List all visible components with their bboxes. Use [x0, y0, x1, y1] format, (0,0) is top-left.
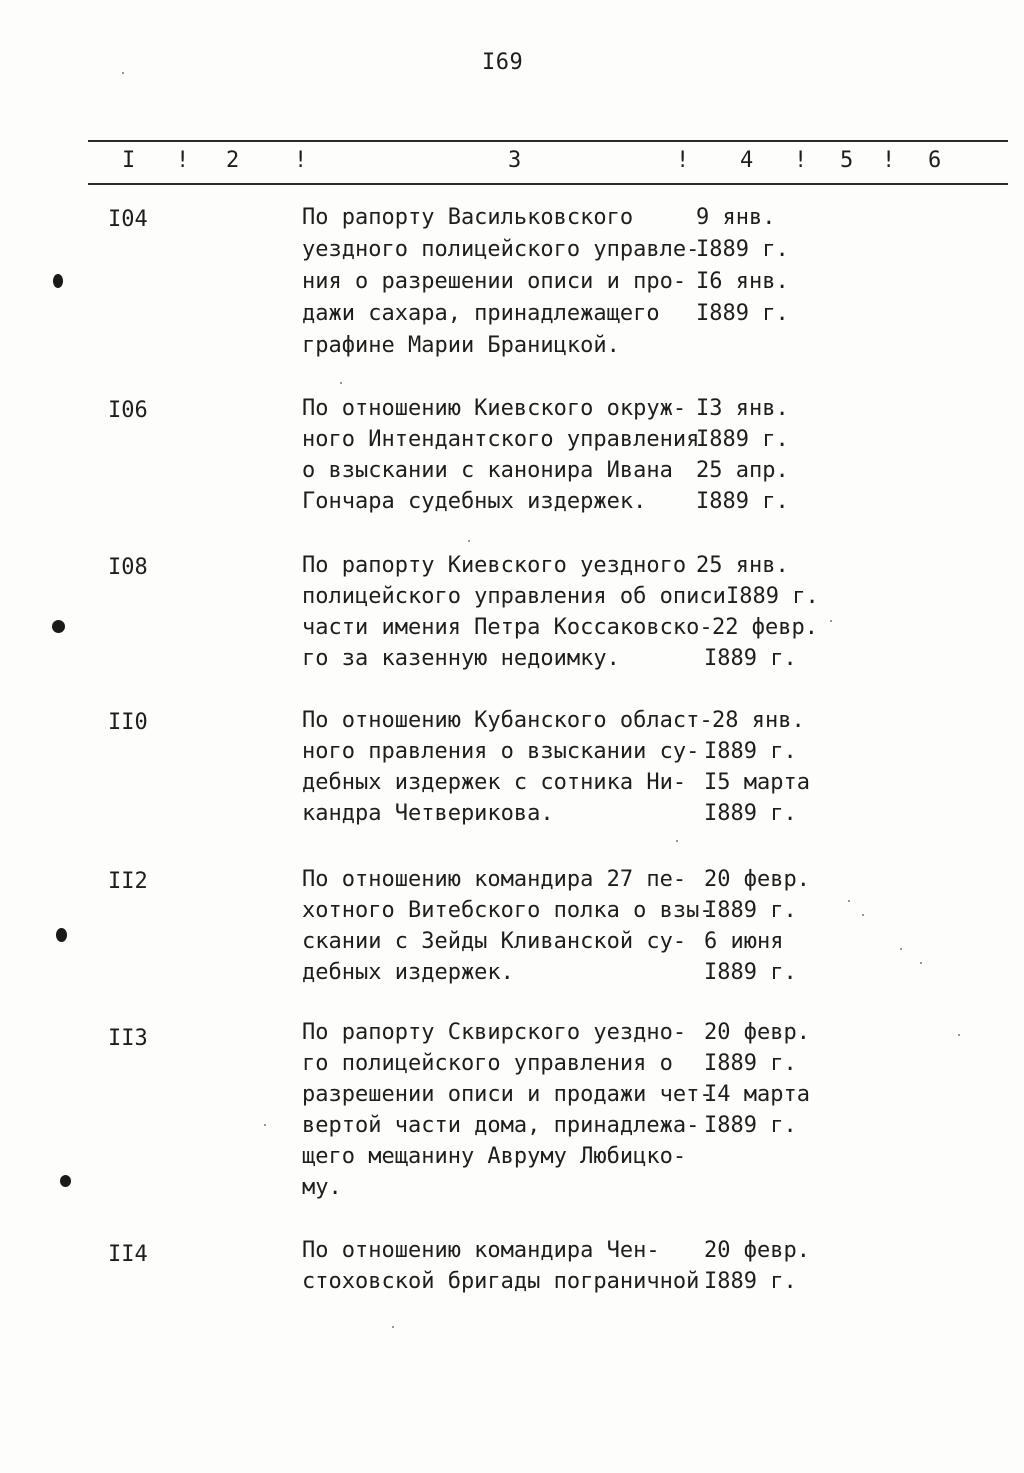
column-header-2: 2 — [226, 148, 240, 173]
table-header-top-rule — [88, 140, 1008, 142]
entry-description-line: По отношению командира 27 пе- — [302, 867, 687, 892]
entry-date: I4 марта — [704, 1082, 810, 1107]
binding-hole-mark — [53, 274, 63, 288]
entry-date: I3 янв. — [696, 396, 789, 421]
scan-speck — [468, 540, 470, 542]
entry-date: I889 г. — [696, 489, 789, 514]
scan-speck — [830, 620, 832, 622]
binding-hole-mark — [52, 620, 65, 633]
column-header-4: 4 — [740, 148, 754, 173]
column-separator: ! — [794, 148, 808, 173]
entry-number: I08 — [108, 555, 148, 580]
scan-speck — [848, 900, 850, 902]
entry-description-line: дебных издержек. — [302, 960, 514, 985]
entry-date: I889 г. — [704, 960, 797, 985]
entry-description-line: части имения Петра Коссаковско- — [302, 615, 713, 640]
entry-description-line: По рапорту Васильковского — [302, 205, 634, 230]
entry-date: I889 г. — [704, 739, 797, 764]
column-separator: ! — [676, 148, 690, 173]
page-number: I69 — [482, 50, 524, 75]
entry-date: 25 апр. — [696, 458, 789, 483]
scan-speck — [340, 382, 342, 384]
column-separator: ! — [294, 148, 308, 173]
entry-number: II4 — [108, 1242, 148, 1267]
scan-speck — [920, 962, 922, 964]
entry-date: 9 янв. — [696, 205, 776, 230]
scan-speck — [392, 1326, 394, 1328]
entry-description-line: кандра Четверикова. — [302, 801, 554, 826]
entry-description-line: графине Марии Браницкой. — [302, 333, 620, 358]
entry-description-line: дебных издержек с сотника Ни- — [302, 770, 687, 795]
entry-description-line: Гончара судебных издержек. — [302, 489, 647, 514]
entry-description-line: По рапорту Сквирского уездно- — [302, 1020, 687, 1045]
entry-date: I889 г. — [696, 427, 789, 452]
column-header-1: I — [122, 148, 136, 173]
entry-date: I889 г. — [704, 1269, 797, 1294]
column-header-5: 5 — [840, 148, 854, 173]
entry-description-line: По отношению Киевского окруж- — [302, 396, 687, 421]
entry-date: I5 марта — [704, 770, 810, 795]
entry-date: I889 г. — [704, 898, 797, 923]
column-header-6: 6 — [928, 148, 942, 173]
scan-speck — [900, 948, 902, 950]
column-header-3: 3 — [508, 148, 522, 173]
scan-speck — [122, 72, 124, 74]
entry-description-line: вертой части дома, принадлежа- — [302, 1113, 700, 1138]
entry-description-line: о взыскании с канонира Ивана — [302, 458, 673, 483]
entry-description-line: разрешении описи и продажи чет- — [302, 1082, 713, 1107]
entry-description-line: По отношению командира Чен- — [302, 1238, 660, 1263]
entry-number: II3 — [108, 1026, 148, 1051]
scan-speck — [862, 914, 864, 916]
entry-number: I04 — [108, 207, 148, 232]
entry-date: 20 февр. — [704, 1238, 810, 1263]
entry-date: I889 г. — [696, 237, 789, 262]
entry-description-line: хотного Витебского полка о взы- — [302, 898, 713, 923]
entry-description-line: уездного полицейского управле- — [302, 237, 700, 262]
entry-date: I889 г. — [696, 301, 789, 326]
binding-hole-mark — [56, 928, 67, 942]
entry-description-line: дажи сахара, принадлежащего — [302, 301, 660, 326]
entry-date: I889 г. — [704, 801, 797, 826]
entry-description-line: скании с Зейды Кливанской су- — [302, 929, 687, 954]
entry-description-line: стоховской бригады пограничной — [302, 1269, 700, 1294]
scan-speck — [958, 1034, 960, 1036]
binding-hole-mark — [60, 1175, 71, 1187]
entry-date: I889 г. — [704, 646, 797, 671]
entry-description-line: ния о разрешении описи и про- — [302, 269, 687, 294]
entry-number: I06 — [108, 398, 148, 423]
entry-date: 20 февр. — [704, 867, 810, 892]
entry-description-line: го за казенную недоимку. — [302, 646, 620, 671]
entry-date: 20 февр. — [704, 1020, 810, 1045]
entry-number: II2 — [108, 869, 148, 894]
entry-date: I6 янв. — [696, 269, 789, 294]
entry-description-line: щего мещанину Авруму Любицко- — [302, 1144, 687, 1169]
entry-description-line: По рапорту Киевского уездного — [302, 553, 687, 578]
scan-speck — [264, 1124, 266, 1126]
column-separator: ! — [882, 148, 896, 173]
entry-date: I889 г. — [704, 1051, 797, 1076]
entry-description-line: ного правления о взыскании су- — [302, 739, 700, 764]
column-separator: ! — [176, 148, 190, 173]
entry-date: I889 г. — [726, 584, 819, 609]
entry-number: II0 — [108, 710, 148, 735]
entry-description-line: го полицейского управления о — [302, 1051, 673, 1076]
entry-date: 25 янв. — [696, 553, 789, 578]
scan-speck — [676, 840, 678, 842]
entry-description-line: му. — [302, 1175, 342, 1200]
entry-description-line: полицейского управления об описи — [302, 584, 726, 609]
table-header-bottom-rule — [88, 183, 1008, 185]
entry-description-line: По отношению Кубанского област- — [302, 708, 713, 733]
entry-date: 6 июня — [704, 929, 784, 954]
entry-date: 22 февр. — [712, 615, 818, 640]
entry-description-line: ного Интендантского управления — [302, 427, 700, 452]
entry-date: I889 г. — [704, 1113, 797, 1138]
entry-date: 28 янв. — [712, 708, 805, 733]
